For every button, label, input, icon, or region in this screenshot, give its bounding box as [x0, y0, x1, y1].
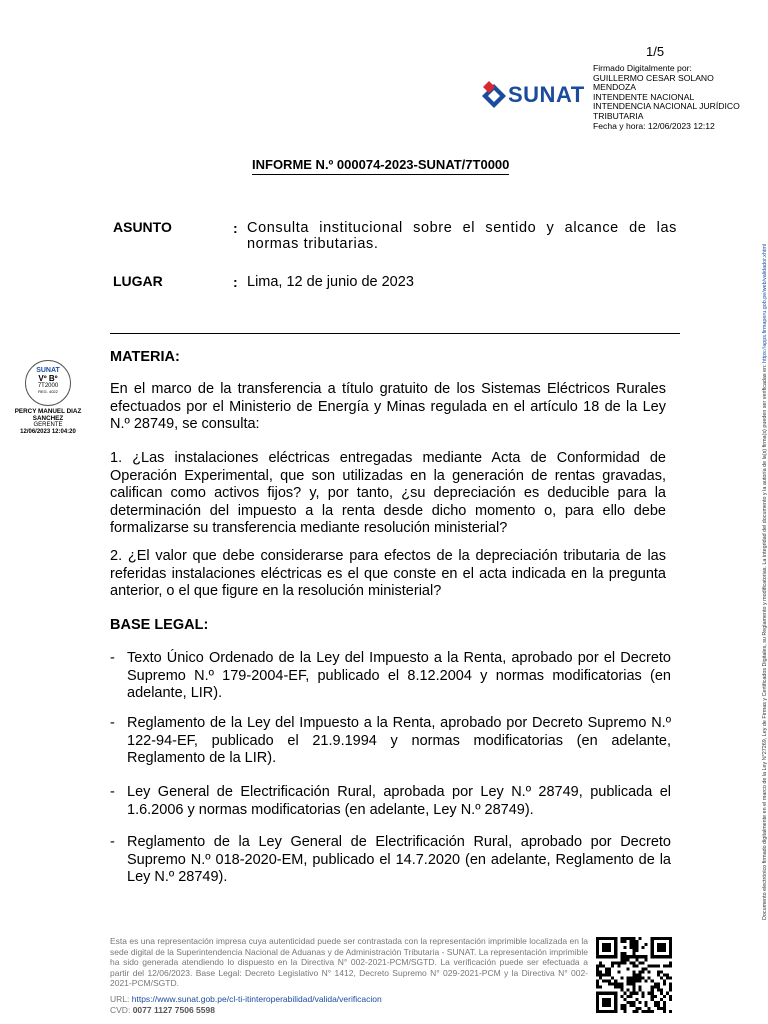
signature-line: GUILLERMO CESAR SOLANO [593, 72, 714, 83]
sunat-logo-icon [480, 80, 508, 114]
signature-line: TRIBUTARIA [593, 110, 644, 121]
list-item-text: Texto Único Ordenado de la Ley del Impuesto a la Renta, aprobado por el Decreto Supremo N.º 179-2004-EF, publicado el 8.12.2004 y normas modificatorias (en adelante, LIR). [127, 650, 671, 701]
side-note-text: Documento electrónico firmado digitalmente en el marco de la Ley N°27269, Ley de Firmas y Certificados Digitales, su Reglamento y modificatorias. La integridad del documento y la autoría de la(s) firma(s) pueden ser verificadas en: [762, 364, 768, 920]
document-title: INFORME N.º 000074-2023-SUNAT/7T0000 [252, 157, 509, 175]
asunto-label: ASUNTO [113, 219, 172, 235]
signature-line: INTENDENTE NACIONAL [593, 91, 695, 102]
stamp-role: GERENTE [33, 422, 63, 428]
bullet-dash: - [110, 834, 115, 850]
stamp-vb: Vº Bº [38, 374, 58, 383]
signature-line: Firmado Digitalmente por: [593, 63, 692, 73]
sunat-logo [480, 80, 592, 114]
asunto-colon: : [233, 220, 238, 236]
cvd-code: 0077 1127 7506 5598 [132, 1005, 215, 1015]
digital-signature-block [593, 64, 763, 131]
lugar-value: Lima, 12 de junio de 2023 [247, 274, 414, 290]
list-item [110, 784, 671, 822]
stamp-seal [25, 360, 71, 406]
stamp-name: PERCY MANUEL DIAZ SANCHEZ [14, 408, 82, 422]
qr-code-icon[interactable] [596, 937, 672, 1013]
asunto-value: Consulta institucional sobre el sentido y alcance de las normas tributarias. [247, 220, 677, 252]
approval-stamp [8, 360, 88, 470]
stamp-date: 12/06/2023 12:04:20 [20, 429, 76, 435]
page-number: 1/5 [646, 44, 665, 59]
footer-cvd [110, 1005, 215, 1015]
question-1: 1. ¿Las instalaciones eléctricas entregadas mediante Acta de Conformidad de Operación Experimental, que son utilizadas en la generación de rentas gravadas, califican como activos fijos? y, por tanto, ¿su depreciación es deducible para la determinación del impuesto a la renta desde dicho momento o, para ello debe formalizarse su transferencia mediante resolución ministerial? [110, 450, 666, 536]
logo-text: SUNAT [508, 82, 585, 107]
side-note-link[interactable]: https://apps.firmaperu.gob.pe/web/validador.xhtml [762, 243, 768, 363]
signature-line: Fecha y hora: 12/06/2023 12:12 [593, 120, 715, 131]
stamp-brand: SUNAT [36, 367, 60, 374]
stamp-reg: REG. 4022 [38, 389, 58, 394]
question-2: 2. ¿El valor que debe considerarse para efectos de la depreciación tributaria de las referidas instalaciones eléctricas es el que conste en el acta indicada en la pregunta anterior, o el que figure en la resolución ministerial? [110, 548, 666, 599]
list-item-text: Ley General de Electrificación Rural, aprobada por Ley N.º 28749, publicada el 1.6.2006 y normas modificatorias (en adelante, Ley N.º 28749). [127, 784, 671, 818]
list-item [110, 715, 671, 771]
bullet-dash: - [110, 784, 115, 800]
materia-intro: En el marco de la transferencia a título gratuito de los Sistemas Eléctricos Rurales efectuados por el Ministerio de Energía y Minas regulada en el artículo 18 de la Ley N.º 28749, se consulta: [110, 381, 666, 432]
verification-link[interactable]: https://www.sunat.gob.pe/cl-ti-itinteroperabilidad/valida/verificacion [131, 994, 382, 1004]
lugar-label: LUGAR [113, 273, 163, 289]
materia-heading: MATERIA: [110, 349, 180, 365]
list-item-text: Reglamento de la Ley General de Electrificación Rural, aprobado por Decreto Supremo N.º 018-2020-EM, publicado el 14.7.2020 (en adelante, Reglamento de la Ley N.º 28749). [127, 834, 671, 885]
url-label: URL: [110, 994, 130, 1004]
stamp-code: 7T2000 [37, 383, 59, 389]
footer-note: Esta es una representación impresa cuya autenticidad puede ser contrastada con la representación imprimible localizada en la sede digital de la Superintendencia Nacional de Aduanas y de Administración Tributaria - SUNAT. La representación imprimible ha sido generada atendiendo lo dispuesto en la Directiva N° 002-2021-PCM/SGTD. La verificación puede ser efectuada a partir del 12/06/2023. Base Legal: Decreto Legislativo N° 1412, Decreto Supremo N° 029-2021-PCM y la Directiva N° 002- 2021-PCM/SGTD. [110, 936, 588, 989]
bullet-dash: - [110, 650, 115, 666]
footer-url [110, 994, 382, 1004]
list-item [110, 650, 671, 706]
bullet-dash: - [110, 715, 115, 731]
signature-line: INTENDENCIA NACIONAL JURÍDICO [593, 101, 740, 112]
list-item-text: Reglamento de la Ley del Impuesto a la Renta, aprobado por Decreto Supremo N.º 122-94-EF, publicado el 21.9.1994 y normas modificatorias (en adelante, Reglamento de la LIR). [127, 715, 671, 766]
side-verification-note [752, 150, 768, 920]
signature-line: MENDOZA [593, 82, 636, 93]
cvd-label: CVD: [110, 1005, 131, 1015]
divider [110, 333, 680, 334]
base-legal-heading: BASE LEGAL: [110, 617, 209, 633]
list-item [110, 834, 671, 890]
lugar-colon: : [233, 274, 238, 290]
